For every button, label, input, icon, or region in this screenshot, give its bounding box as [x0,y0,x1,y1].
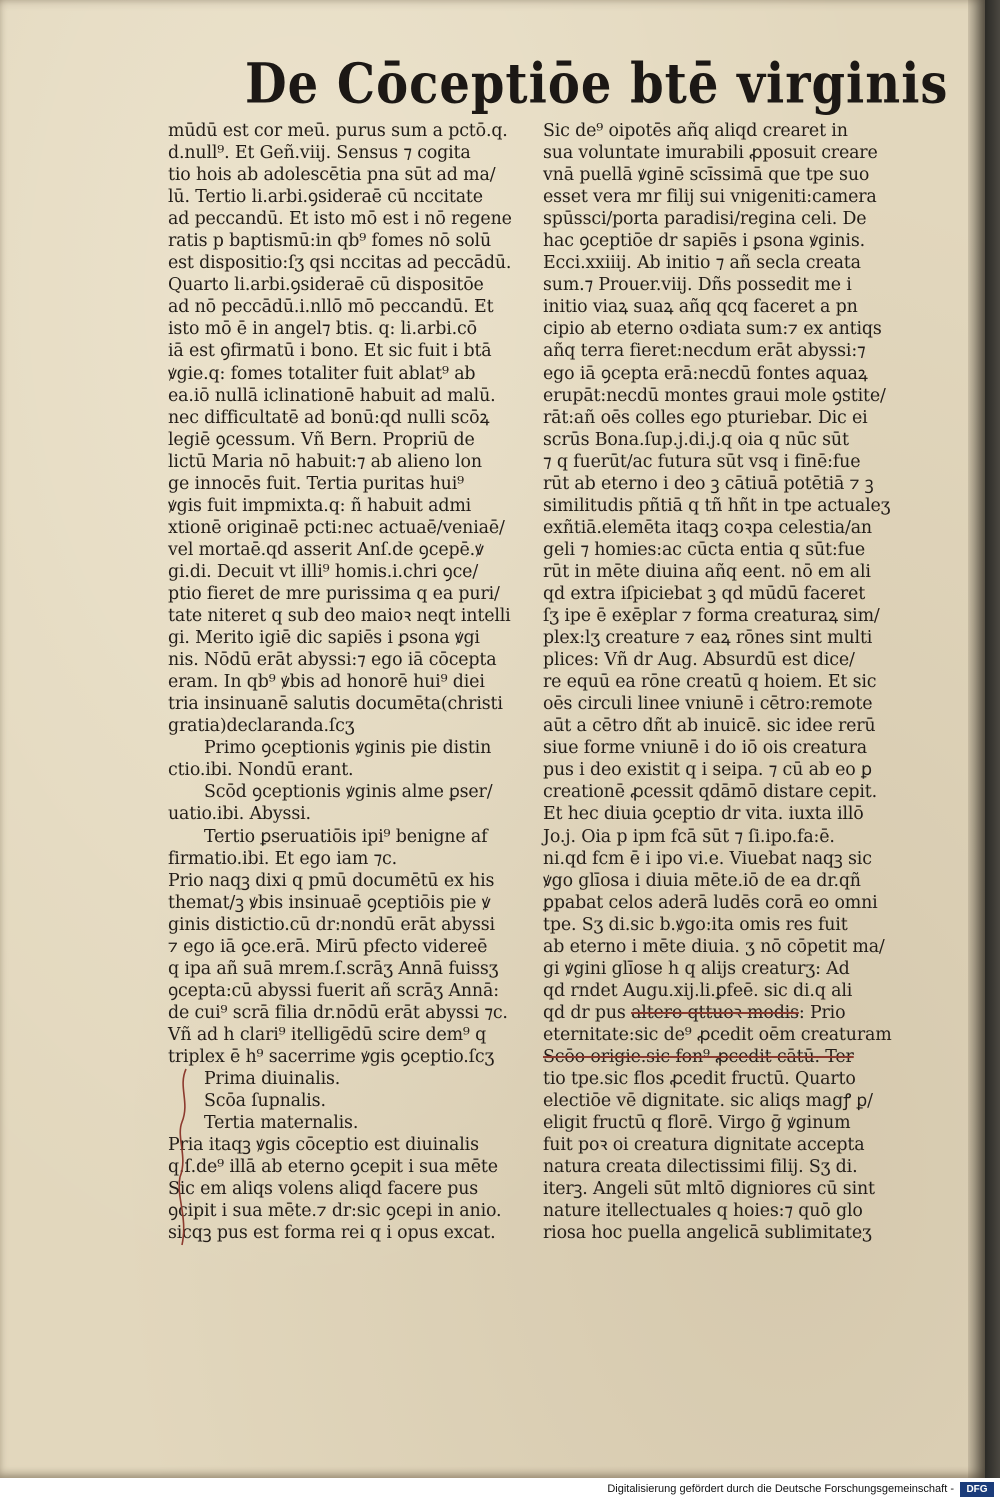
right-column-line: qd extra iſpiciebat ꝫ qd mūdū faceret [543,583,866,604]
left-column-line: uatio.ibi. Abyssi. [168,804,311,825]
right-column-line: gi ꝟgini glīose h q alijs creaturʒ: Ad [543,958,850,979]
right-column-line: iterꝫ. Angeli sūt mltō digniores cū sint [543,1179,875,1200]
left-column-line: Tertio ꝑseruatiōis ipi⁹ benigne af [204,826,488,847]
right-column-line: ſʒ ipe ē exēplar ⁊ forma creaturaꝝ sim/ [543,606,880,627]
left-column-line: tria insinuanē salutis documēta(christi [168,694,503,715]
left-column-line: Quarto li.arbi.ꝯsideraē cū dispositōe [168,275,484,296]
left-column-line: gi.di. Decuit vt illi⁹ homis.i.chri ꝯce/ [168,561,479,582]
left-column-line: est dispositio:ſʒ qsi nccitas ad peccādū. [168,253,512,274]
left-column-line: lictū Maria nō habuit:⁊ ab alieno lon [168,451,482,472]
right-column-line: ꝟgo glīosa i diuia mēte.iō de ea dr.qñ [543,870,861,891]
right-column-line: esset vera mr filij sui vnigeniti:camera [543,187,877,208]
left-column-line: ctio.ibi. Nondū erant. [168,760,354,781]
scan-background-edge [985,0,1000,1478]
left-column-line: Tertia maternalis. [204,1113,359,1134]
right-column-line: exñtiā.elemēta itaqꝫ coꝛpa celestia/an [543,517,872,538]
right-column-line: vnā puellā ꝟginē scīssimā que tpe suo [543,165,870,186]
right-column-line: pus i deo existit q i seipa. ⁊ cū ab eo ꝑ [543,760,872,781]
right-column-line: eternitate:sic de⁹ ꝓcedit oēm creaturam [543,1024,892,1045]
right-column-line: ab eterno i mēte diuia. ʒ nō cōpetit ma/ [543,936,885,957]
left-column-line: ratis p baptismū:in qb⁹ fomes nō solū [168,231,492,252]
left-column-line: ginis distictio.cū dr:nondū erāt abyssi [168,914,495,935]
right-column-line: scrūs Bona.ſup.j.di.j.q oia q nūc sūt [543,429,849,450]
right-column-line: tio tpe.sic flos ꝓcedit fructū. Quarto [543,1069,856,1090]
right-column-line: Et hec diuia ꝯceptio dr vita. iuxta illō [543,804,864,825]
left-column-line: q ipa añ suā mrem.ſ.scrāʒ Annā fuissʒ [168,958,499,979]
left-column-line: tate niteret q sub deo maioꝛ neqt intelli [168,606,511,627]
right-column-line: qd rndet Augu.xij.li.ꝑfeē. sic di.q ali [543,980,853,1001]
left-column-line: de cui⁹ scrā filia dr.nōdū erāt abyssi ⁊c. [168,1002,508,1023]
left-column-line: firmatio.ibi. Et ego iam ⁊c. [168,848,398,869]
right-column-line: añq terra fieret:necdum erāt abyssi:⁊ [543,341,866,362]
right-column-line: rūt in mēte diuina añq eent. nō em ali [543,561,871,582]
right-column-line: rūt ab eterno i deo ꝫ cātiuā potētiā ⁊ ꝫ [543,473,874,494]
left-column-line: lū. Tertio li.arbi.ꝯsideraē cū nccitate [168,187,483,208]
left-column-line: xtionē originaē pcti:nec actuaē/veniaē/ [168,517,505,538]
left-column [168,120,538,1244]
left-column-line: ad peccandū. Et isto mō est i nō regene [168,209,512,230]
left-column-line: Scōd ꝯceptionis ꝟginis alme ꝑser/ [204,782,493,803]
struck-text: altero qttuoꝛ modis [631,1002,799,1023]
left-column-line: Sic em aliqs volens aliqd facere pus [168,1179,479,1200]
right-column-line: initio viaꝝ suaꝝ añq qcq faceret a pn [543,297,858,318]
left-column-line: ad nō peccādū.i.nllō mō peccandū. Et [168,297,494,318]
left-column-line: ꝟgie.q: fomes totaliter fuit ablat⁹ ab [168,363,476,384]
left-column-line: Pria itaqꝫ ꝟgis cōceptio est diuinalis [168,1135,479,1156]
footer-credit: Digitalisierung gefördert durch die Deutsche Forschungsgemeinschaft - [607,1483,954,1495]
left-column-line: d.null⁹. Et Geñ.viij. Sensus ⁊ cogita [168,143,471,164]
dfg-logo: DFG [960,1482,994,1497]
left-column-line: eram. In qb⁹ ꝟbis ad honorē hui⁹ diei [168,672,485,693]
right-column-line: aūt a cētro dñt ab inuicē. sic idee rerū [543,716,876,737]
right-column-line: plex:lʒ creature ⁊ eaꝝ rōnes sint multi [543,628,873,649]
right-column-line: ⁊ q fuerūt/ac futura sūt vsq i finē:fue [543,451,861,472]
right-column-line: geli ⁊ homies:ac cūcta entia q sūt:fue [543,539,866,560]
right-column-line: Ecci.xxiiij. Ab initio ⁊ añ secla creata [543,253,861,274]
left-column-line: vel mortaē.qd asserit Anſ.de ꝯcepē.ꝟ [168,539,484,560]
right-column-line: eligit fructū q florē. Virgo ḡ ꝟginum [543,1113,851,1134]
left-column-line: ⁊ ego iā ꝯce.erā. Mirū pfecto videreē [168,936,488,957]
right-column-line: Sic de⁹ oipotēs añq aliqd crearet in [543,121,848,141]
right-column [543,120,923,1244]
left-column-line: Primo ꝯceptionis ꝟginis pie distin [204,738,492,759]
right-column-line: rāt:añ oēs colles ego pturiebar. Dic ei [543,407,868,428]
left-column-line: Scōa ſupnalis. [204,1091,326,1112]
margin-bracket-annotation [174,1067,194,1247]
left-column-line: ꝯcipit i sua mēte.⁊ dr:sic ꝯcepi in anio. [168,1201,502,1222]
left-column-line: ea.iō nullā iclinationē habuit ad malū. [168,385,496,406]
left-column-line: mūdū est cor meū. purus sum a pctō.q. [168,121,508,141]
left-column-line: gratia)declaranda.ſcʒ [168,716,355,737]
left-column-line: sicqꝫ pus est forma rei q i opus excat. [168,1223,496,1244]
left-column-line: tio hois ab adolescētia pna sūt ad ma/ [168,165,496,186]
right-column-line: riosa hoc puella angelicā sublimitateʒ [543,1223,872,1244]
left-column-line: Prio naqꝫ dixi q pmū documētū ex his [168,870,495,891]
right-column-line: erupāt:necdū montes graui mole ꝯstite/ [543,385,886,406]
left-column-line: nis. Nōdū erāt abyssi:⁊ ego iā cōcepta [168,650,497,671]
right-column-line: oēs circuli linee vniunē i cētro:remote [543,694,873,715]
left-column-line: ge innocēs fuit. Tertia puritas hui⁹ [168,473,464,494]
left-column-line: isto mō ē in angel⁊ btis. q: li.arbi.cō [168,319,477,340]
left-column-line: nec difficultatē ad bonū:qd nulli scōꝝ [168,407,490,428]
right-column-line: sum.⁊ Prouer.viij. Dñs possedit me i [543,275,852,296]
left-column-line: ꝟgis fuit impmixta.q: ñ habuit admi [168,495,472,516]
right-column-line: ni.qd fcm ē i ipo vi.e. Viuebat naqꝫ sic [543,848,872,869]
right-column-line: similitudis pñtiā q tñ hñt in tpe actualeʒ [543,495,891,516]
right-column-line: cipio ab eterno oꝛdiata sum:⁊ ex antiqs [543,319,882,340]
right-column-line: ꝑpabat celos aderā ludēs corā eo omni [543,892,878,913]
right-column-line: electiōe vē dignitate. sic aliqs magꝭ ꝑ/ [543,1091,873,1112]
page-gutter-shadow [968,0,985,1478]
left-column-line: ꝯcepta:cū abyssi fuerit añ scrāʒ Annā: [168,980,499,1001]
right-column-line: qd dr pus altero qttuoꝛ modis: Prio [543,1002,846,1023]
right-column-line: re equū ea rōne creatū q hoiem. Et sic [543,672,877,693]
right-column-line: Jo.j. Oia p ipm fcā sūt ⁊ ſi.ipo.fa:ē. [543,826,835,847]
left-column-line: legiē ꝯcessum. Vñ Bern. Propriū de [168,429,475,450]
left-column-line: themat/ꝫ ꝟbis insinuaē ꝯceptiōis pie ꝟ [168,892,491,913]
left-column-line: gi. Merito igiē dic sapiēs i ꝑsona ꝟgi [168,628,480,649]
right-column-line: plices: Vñ dr Aug. Absurdū est dice/ [543,650,855,671]
right-column-line: hac ꝯceptiōe dr sapiēs i ꝑsona ꝟginis. [543,231,865,252]
left-column-line: ptio fieret de mre purissima q ea puri/ [168,583,500,604]
running-header: De Cōceptiōe btē virginis [245,52,949,117]
left-column-line: triplex ē h⁹ sacerrime ꝟgis ꝯceptio.ſcʒ [168,1046,495,1067]
right-column-line: nature itellectuales q hoies:⁊ quō glo [543,1201,863,1222]
right-column-line: spūssci/porta paradisi/regina celi. De [543,209,867,230]
right-column-line: tpe. Sʒ di.sic b.ꝟgo:ita omis res fuit [543,914,848,935]
right-column-line: ego iā ꝯcepta erā:necdū fontes aquaꝝ [543,363,868,384]
right-column-line: siue forme vniunē i do iō ois creatura [543,738,867,759]
left-column-line: q.ſ.de⁹ illā ab eterno ꝯcepit i sua mēte [168,1157,498,1178]
right-column-line: creationē ꝓcessit qdāmō distare cepit. [543,782,877,803]
right-column-line: Scōo origie.sic fon⁹ ꝓcedit cātū. Ter [543,1046,854,1067]
left-column-line: iā est ꝯfirmatū i bono. Et sic fuit i btā [168,341,492,362]
right-column-line: fuit poꝛ oi creatura dignitate accepta [543,1135,865,1156]
right-column-line: natura creata dilectissimi filij. Sʒ di. [543,1157,858,1178]
left-column-line: Vñ ad h clari⁹ itelligēdū scire dem⁹ q [168,1024,487,1045]
right-column-line: sua voluntate imurabili ꝓposuit creare [543,143,878,164]
left-column-line: Prima diuinalis. [204,1069,341,1090]
